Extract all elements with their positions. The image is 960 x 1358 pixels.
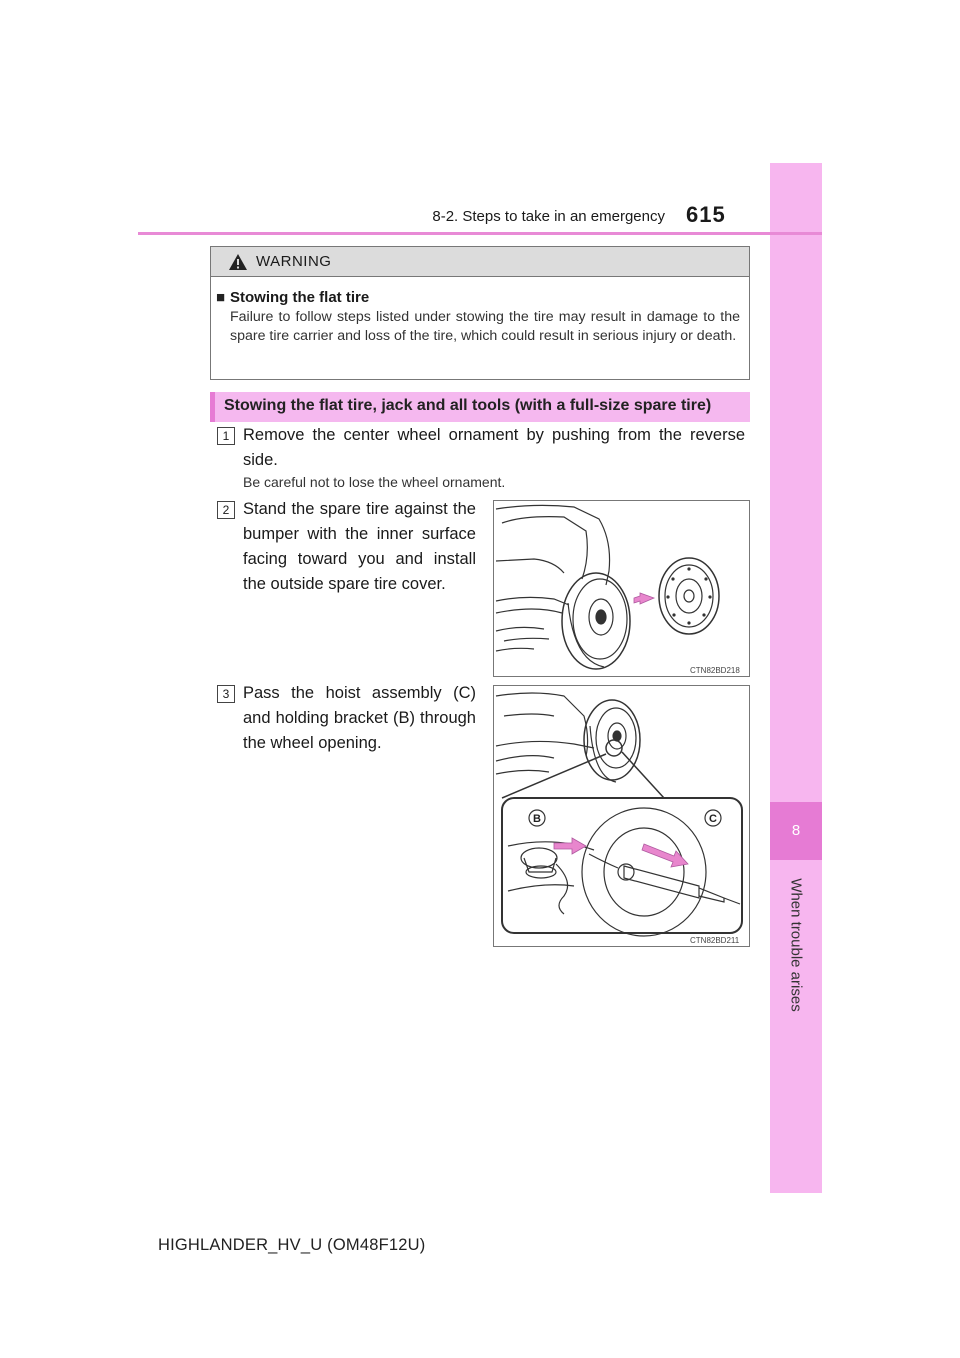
- figure-code-2: CTN82BD211: [690, 936, 740, 945]
- page-number: 615: [686, 202, 726, 227]
- section-title: 8-2. Steps to take in an emergency: [432, 208, 665, 225]
- warning-label: WARNING: [256, 253, 332, 270]
- figure-code-1: CTN82BD218: [690, 666, 740, 675]
- hoist-assembly-illustration: [494, 686, 750, 947]
- callout-c: C: [709, 813, 717, 825]
- step-number-2: 2: [217, 501, 235, 519]
- step-number-1: 1: [217, 427, 235, 445]
- warning-subheading: Stowing the flat tire: [230, 289, 370, 306]
- footer-model-code: HIGHLANDER_HV_U (OM48F12U): [158, 1236, 426, 1254]
- header-rule: [138, 232, 822, 235]
- step-2-text: Stand the spare tire against the bumper with the inner surface facing toward you and install the outside spare tire cover.: [243, 500, 476, 593]
- callout-b: B: [533, 813, 541, 825]
- step-1-note: Be careful not to lose the wheel ornament.: [243, 474, 506, 490]
- warning-body: Failure to follow steps listed under stowing the tire may result in damage to the spare tire carrier and loss of the tire, which could result in serious injury or death.: [230, 309, 740, 344]
- chapter-title: When trouble arises: [787, 878, 805, 1012]
- chapter-side-tab: [770, 163, 822, 1193]
- step-3-text: Pass the hoist assembly (C) and holding bracket (B) through the wheel opening.: [243, 684, 476, 752]
- step-1-text: Remove the center wheel ornament by pushing from the reverse side.: [243, 426, 745, 469]
- spare-tire-illustration: [494, 501, 750, 677]
- spare-tire-figure: [493, 500, 750, 677]
- section-heading: Stowing the flat tire, jack and all tools (with a full-size spare tire): [224, 397, 712, 414]
- chapter-number: 8: [791, 822, 801, 839]
- warning-icon: [228, 253, 248, 271]
- hoist-assembly-figure: [493, 685, 750, 947]
- step-number-3: 3: [217, 685, 235, 703]
- square-bullet-icon: ■: [216, 289, 226, 306]
